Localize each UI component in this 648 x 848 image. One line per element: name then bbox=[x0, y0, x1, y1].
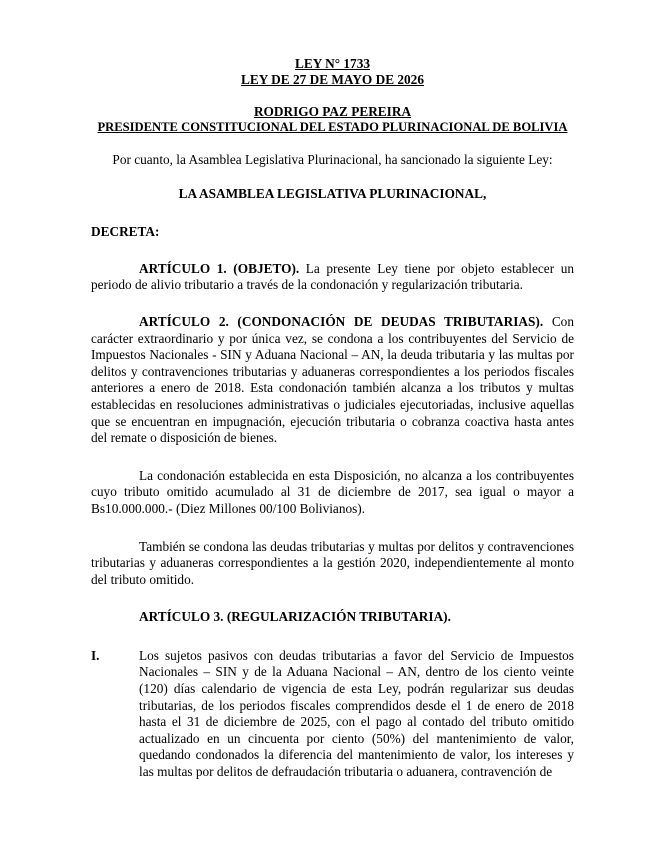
article-3-item bbox=[91, 648, 574, 781]
article-3-heading: ARTÍCULO 3. (REGULARIZACIÓN TRIBUTARIA). bbox=[139, 609, 451, 625]
decreta-heading: DECRETA: bbox=[91, 224, 160, 240]
article-2-paragraph-3: También se condona las deudas tributarias y multas por delitos y contravenciones tributarias y aduaneras correspondientes a la gestión 2020, independientemente al monto del tributo omitido. bbox=[91, 538, 574, 587]
president-header bbox=[91, 104, 574, 135]
article-3-item-number: I. bbox=[91, 647, 100, 663]
article-3-item-text: Los sujetos pasivos con deudas tributarias a favor del Servicio de Impuestos Nacionales – SIN y de la Aduana Nacional – AN, dentro de los ciento veinte (120) días calendario de vigencia de esta Ley, podrán regularizar sus deudas tributarias, de los periodos fiscales comprendidos desde el 1 de enero de 2018 hasta el 31 de diciembre de 2025, con el pago al contado del tributo omitido actualizado en un cincuenta por ciento (50%) del mantenimiento de valor, quedando condonados la diferencia del mantenimiento de valor, los intereses y las multas por delitos de defraudación tributaria o aduanera, contravención de bbox=[139, 647, 574, 780]
law-number: LEY N° 1733 bbox=[294, 56, 370, 71]
document-body bbox=[91, 56, 574, 781]
article-2 bbox=[91, 314, 574, 447]
president-title: PRESIDENTE CONSTITUCIONAL DEL ESTADO PLURINACIONAL DE BOLIVIA bbox=[97, 119, 568, 134]
law-header bbox=[91, 56, 574, 87]
article-1 bbox=[91, 261, 574, 294]
article-2-paragraph-2: La condonación establecida en esta Disposición, no alcanza a los contribuyentes cuyo tributo omitido acumulado al 31 de diciembre de 2017, sea igual o mayor a Bs10.000.000.- (Diez Millones 00/100 Bolivianos). bbox=[91, 467, 574, 516]
article-2-text: Con carácter extraordinario y por única vez, se condona a los contribuyentes del Servicio de Impuestos Nacionales - SIN y Aduana Nacional – AN, la deuda tributaria y las multas por delitos y contravenciones tributarias y aduaneras correspondientes a los periodos fiscales anteriores a enero de 2018. Esta condonación también alcanza a los tributos y multas establecidas en resoluciones administrativas o judiciales ejecutoriadas, inclusive aquellas que se encuentran en impugnación, ejecución tributaria o cobranza coactiva hasta antes del remate o disposición de bienes. bbox=[91, 313, 574, 446]
assembly-heading: LA ASAMBLEA LEGISLATIVA PLURINACIONAL, bbox=[178, 185, 487, 201]
article-1-heading: ARTÍCULO 1. (OBJETO). bbox=[139, 260, 300, 276]
president-name: RODRIGO PAZ PEREIRA bbox=[253, 104, 412, 119]
article-2-heading: ARTÍCULO 2. (CONDONACIÓN DE DEUDAS TRIBUTARIAS). bbox=[139, 313, 544, 329]
law-date: LEY DE 27 DE MAYO DE 2026 bbox=[241, 71, 424, 87]
article-1-text: La presente Ley tiene por objeto establecer un periodo de alivio tributario a través de la condonación y regularización tributaria. bbox=[91, 260, 575, 293]
intro-text: Por cuanto, la Asamblea Legislativa Plurinacional, ha sancionado la siguiente Ley: bbox=[112, 152, 553, 167]
